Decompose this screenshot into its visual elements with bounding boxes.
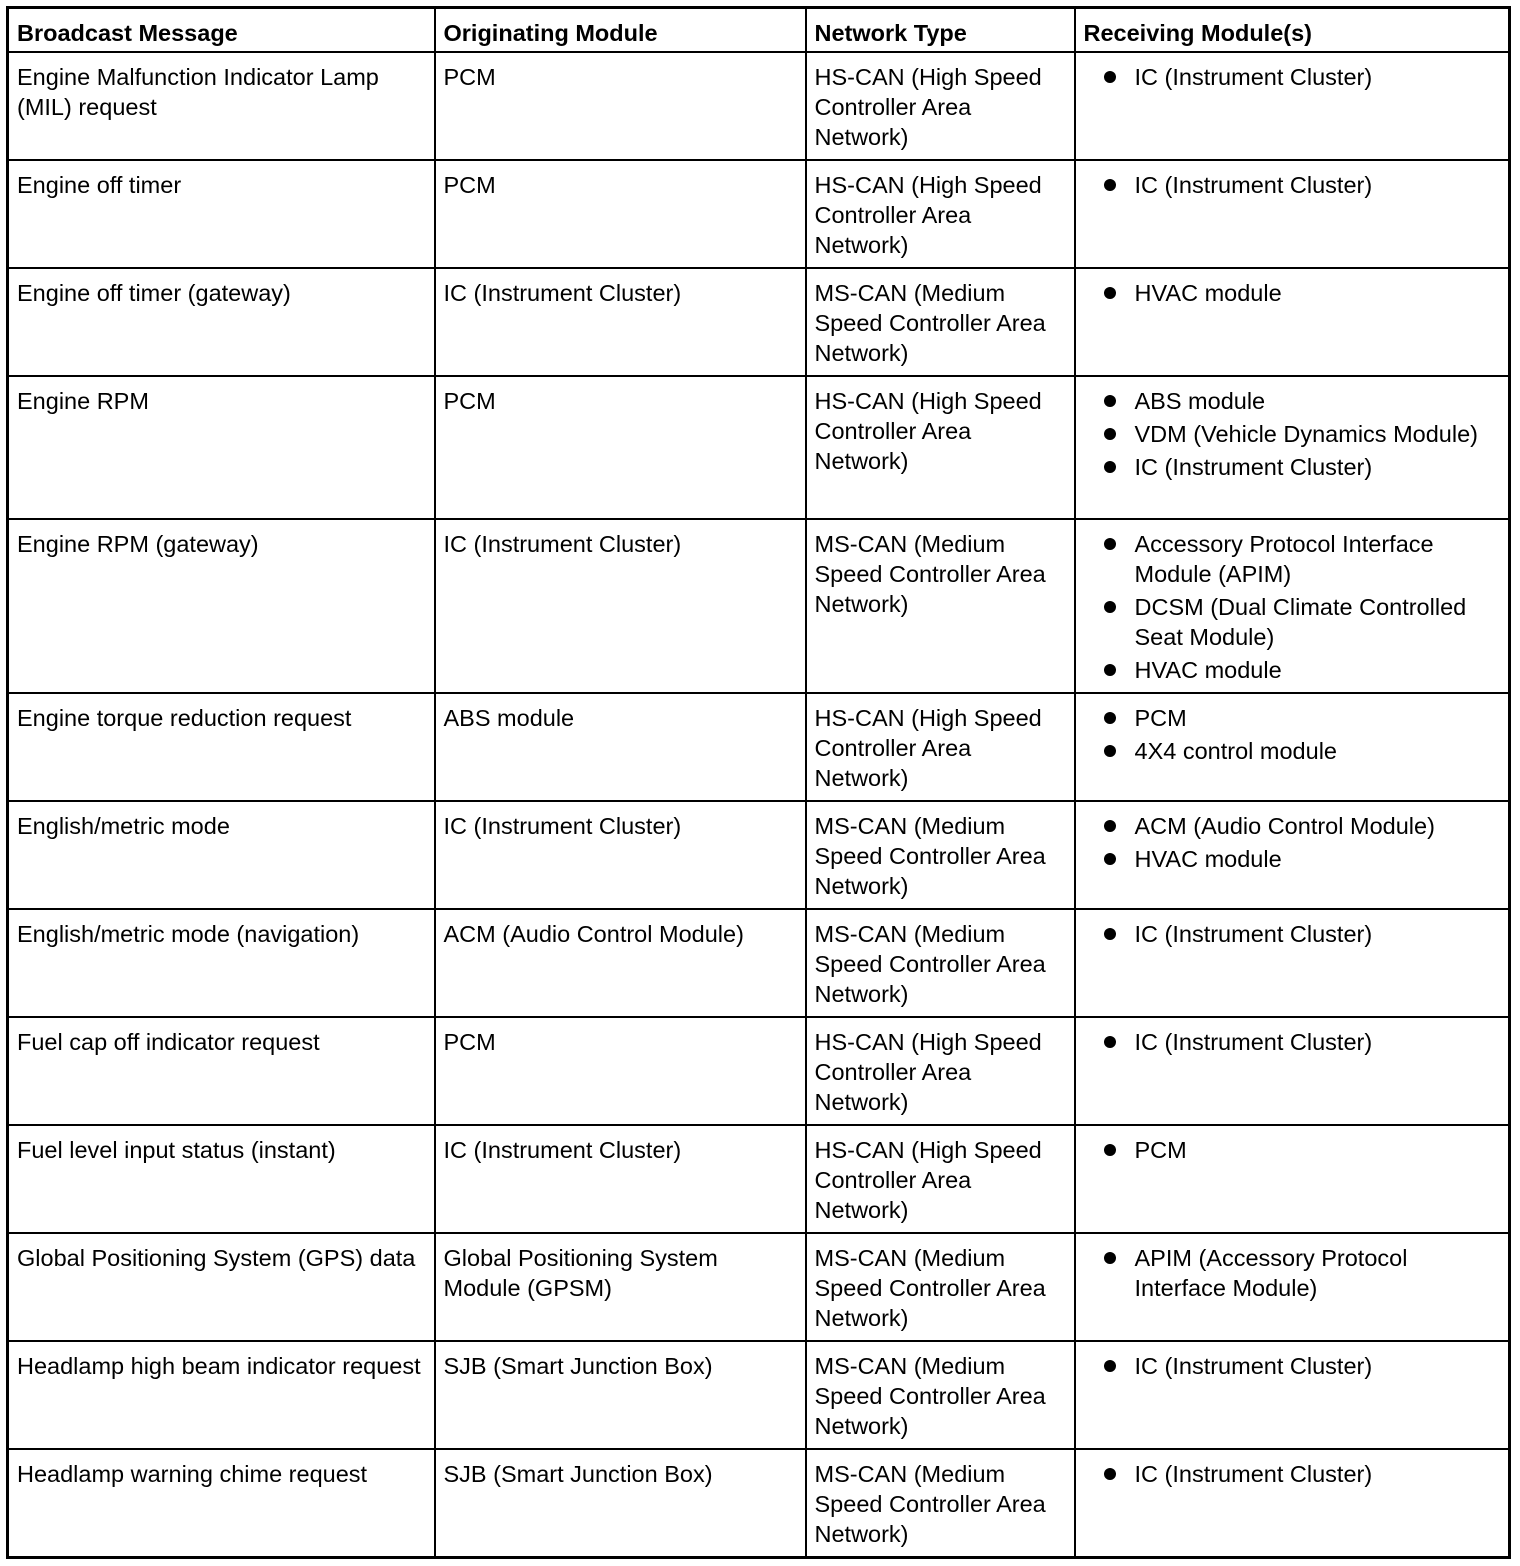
receiving-module-item: IC (Instrument Cluster) bbox=[1084, 1027, 1501, 1057]
receiving-module-item: PCM bbox=[1084, 1135, 1501, 1165]
receiving-modules-list bbox=[1084, 386, 1501, 482]
receiving-modules-cell bbox=[1075, 801, 1510, 909]
receiving-modules-list bbox=[1084, 703, 1501, 766]
receiving-modules-list bbox=[1084, 811, 1501, 874]
broadcast-message-cell: English/metric mode (navigation) bbox=[8, 909, 435, 1017]
receiving-modules-cell bbox=[1075, 268, 1510, 376]
network-type-cell: MS-CAN (Medium Speed Controller Area Network) bbox=[806, 1341, 1075, 1449]
originating-module-cell: PCM bbox=[435, 160, 806, 268]
receiving-module-item: HVAC module bbox=[1084, 844, 1501, 874]
network-type-cell: HS-CAN (High Speed Controller Area Network) bbox=[806, 1125, 1075, 1233]
receiving-module-item: Accessory Protocol Interface Module (APIM) bbox=[1084, 529, 1501, 589]
receiving-module-item: APIM (Accessory Protocol Interface Module) bbox=[1084, 1243, 1501, 1303]
header-network-type: Network Type bbox=[806, 8, 1075, 53]
table-row bbox=[8, 801, 1510, 909]
originating-module-cell: Global Positioning System Module (GPSM) bbox=[435, 1233, 806, 1341]
network-type-cell: HS-CAN (High Speed Controller Area Network) bbox=[806, 52, 1075, 160]
broadcast-message-cell: Headlamp warning chime request bbox=[8, 1449, 435, 1557]
network-type-cell: MS-CAN (Medium Speed Controller Area Network) bbox=[806, 519, 1075, 693]
receiving-modules-list bbox=[1084, 62, 1501, 92]
broadcast-message-cell: Headlamp high beam indicator request bbox=[8, 1341, 435, 1449]
table-row bbox=[8, 1449, 1510, 1557]
broadcast-message-cell: Engine RPM (gateway) bbox=[8, 519, 435, 693]
network-type-cell: HS-CAN (High Speed Controller Area Network) bbox=[806, 376, 1075, 519]
network-type-cell: MS-CAN (Medium Speed Controller Area Network) bbox=[806, 1233, 1075, 1341]
receiving-module-item: IC (Instrument Cluster) bbox=[1084, 62, 1501, 92]
broadcast-message-cell: Fuel cap off indicator request bbox=[8, 1017, 435, 1125]
header-originating-module: Originating Module bbox=[435, 8, 806, 53]
originating-module-cell: PCM bbox=[435, 376, 806, 519]
table-row bbox=[8, 160, 1510, 268]
broadcast-message-cell: Engine off timer (gateway) bbox=[8, 268, 435, 376]
table-header bbox=[8, 8, 1510, 53]
header-row bbox=[8, 8, 1510, 53]
originating-module-cell: SJB (Smart Junction Box) bbox=[435, 1341, 806, 1449]
receiving-modules-cell bbox=[1075, 1341, 1510, 1449]
receiving-modules-list bbox=[1084, 1135, 1501, 1165]
receiving-module-item: PCM bbox=[1084, 703, 1501, 733]
receiving-module-item: ACM (Audio Control Module) bbox=[1084, 811, 1501, 841]
table-row bbox=[8, 693, 1510, 801]
receiving-modules-list bbox=[1084, 278, 1501, 308]
receiving-modules-cell bbox=[1075, 693, 1510, 801]
receiving-modules-cell bbox=[1075, 519, 1510, 693]
originating-module-cell: SJB (Smart Junction Box) bbox=[435, 1449, 806, 1557]
broadcast-message-cell: Engine torque reduction request bbox=[8, 693, 435, 801]
receiving-modules-cell bbox=[1075, 1125, 1510, 1233]
receiving-modules-cell bbox=[1075, 52, 1510, 160]
receiving-module-item: IC (Instrument Cluster) bbox=[1084, 919, 1501, 949]
receiving-modules-list bbox=[1084, 529, 1501, 685]
receiving-modules-cell bbox=[1075, 1449, 1510, 1557]
broadcast-message-cell: Engine Malfunction Indicator Lamp (MIL) request bbox=[8, 52, 435, 160]
receiving-module-item: HVAC module bbox=[1084, 655, 1501, 685]
receiving-module-item: DCSM (Dual Climate Controlled Seat Module) bbox=[1084, 592, 1501, 652]
receiving-module-item: IC (Instrument Cluster) bbox=[1084, 1351, 1501, 1381]
receiving-module-item: HVAC module bbox=[1084, 278, 1501, 308]
receiving-modules-cell bbox=[1075, 909, 1510, 1017]
table-row bbox=[8, 376, 1510, 519]
receiving-modules-cell bbox=[1075, 1017, 1510, 1125]
table-row bbox=[8, 268, 1510, 376]
originating-module-cell: IC (Instrument Cluster) bbox=[435, 268, 806, 376]
originating-module-cell: PCM bbox=[435, 52, 806, 160]
receiving-module-item: VDM (Vehicle Dynamics Module) bbox=[1084, 419, 1501, 449]
originating-module-cell: PCM bbox=[435, 1017, 806, 1125]
broadcast-message-cell: Fuel level input status (instant) bbox=[8, 1125, 435, 1233]
broadcast-message-cell: English/metric mode bbox=[8, 801, 435, 909]
table-row bbox=[8, 909, 1510, 1017]
receiving-module-item: 4X4 control module bbox=[1084, 736, 1501, 766]
receiving-modules-cell bbox=[1075, 160, 1510, 268]
header-broadcast-message: Broadcast Message bbox=[8, 8, 435, 53]
receiving-module-item: ABS module bbox=[1084, 386, 1501, 416]
originating-module-cell: IC (Instrument Cluster) bbox=[435, 519, 806, 693]
network-type-cell: MS-CAN (Medium Speed Controller Area Network) bbox=[806, 801, 1075, 909]
receiving-modules-list bbox=[1084, 1459, 1501, 1489]
table-row bbox=[8, 1341, 1510, 1449]
broadcast-message-cell: Engine RPM bbox=[8, 376, 435, 519]
network-type-cell: MS-CAN (Medium Speed Controller Area Network) bbox=[806, 1449, 1075, 1557]
originating-module-cell: ACM (Audio Control Module) bbox=[435, 909, 806, 1017]
receiving-modules-list bbox=[1084, 170, 1501, 200]
network-type-cell: HS-CAN (High Speed Controller Area Network) bbox=[806, 1017, 1075, 1125]
table-row bbox=[8, 52, 1510, 160]
receiving-modules-cell bbox=[1075, 376, 1510, 519]
originating-module-cell: IC (Instrument Cluster) bbox=[435, 801, 806, 909]
table-row bbox=[8, 1017, 1510, 1125]
receiving-modules-list bbox=[1084, 1243, 1501, 1303]
header-receiving-modules: Receiving Module(s) bbox=[1075, 8, 1510, 53]
table-body bbox=[8, 52, 1510, 1557]
receiving-modules-list bbox=[1084, 1027, 1501, 1057]
receiving-module-item: IC (Instrument Cluster) bbox=[1084, 170, 1501, 200]
table-row bbox=[8, 519, 1510, 693]
receiving-module-item: IC (Instrument Cluster) bbox=[1084, 1459, 1501, 1489]
broadcast-message-cell: Engine off timer bbox=[8, 160, 435, 268]
receiving-modules-cell bbox=[1075, 1233, 1510, 1341]
receiving-modules-list bbox=[1084, 1351, 1501, 1381]
table-row bbox=[8, 1125, 1510, 1233]
receiving-module-item: IC (Instrument Cluster) bbox=[1084, 452, 1501, 482]
network-type-cell: MS-CAN (Medium Speed Controller Area Network) bbox=[806, 268, 1075, 376]
receiving-modules-list bbox=[1084, 919, 1501, 949]
network-type-cell: MS-CAN (Medium Speed Controller Area Network) bbox=[806, 909, 1075, 1017]
table-row bbox=[8, 1233, 1510, 1341]
broadcast-message-cell: Global Positioning System (GPS) data bbox=[8, 1233, 435, 1341]
broadcast-message-table bbox=[6, 6, 1511, 1559]
network-type-cell: HS-CAN (High Speed Controller Area Network) bbox=[806, 693, 1075, 801]
originating-module-cell: ABS module bbox=[435, 693, 806, 801]
network-type-cell: HS-CAN (High Speed Controller Area Network) bbox=[806, 160, 1075, 268]
originating-module-cell: IC (Instrument Cluster) bbox=[435, 1125, 806, 1233]
